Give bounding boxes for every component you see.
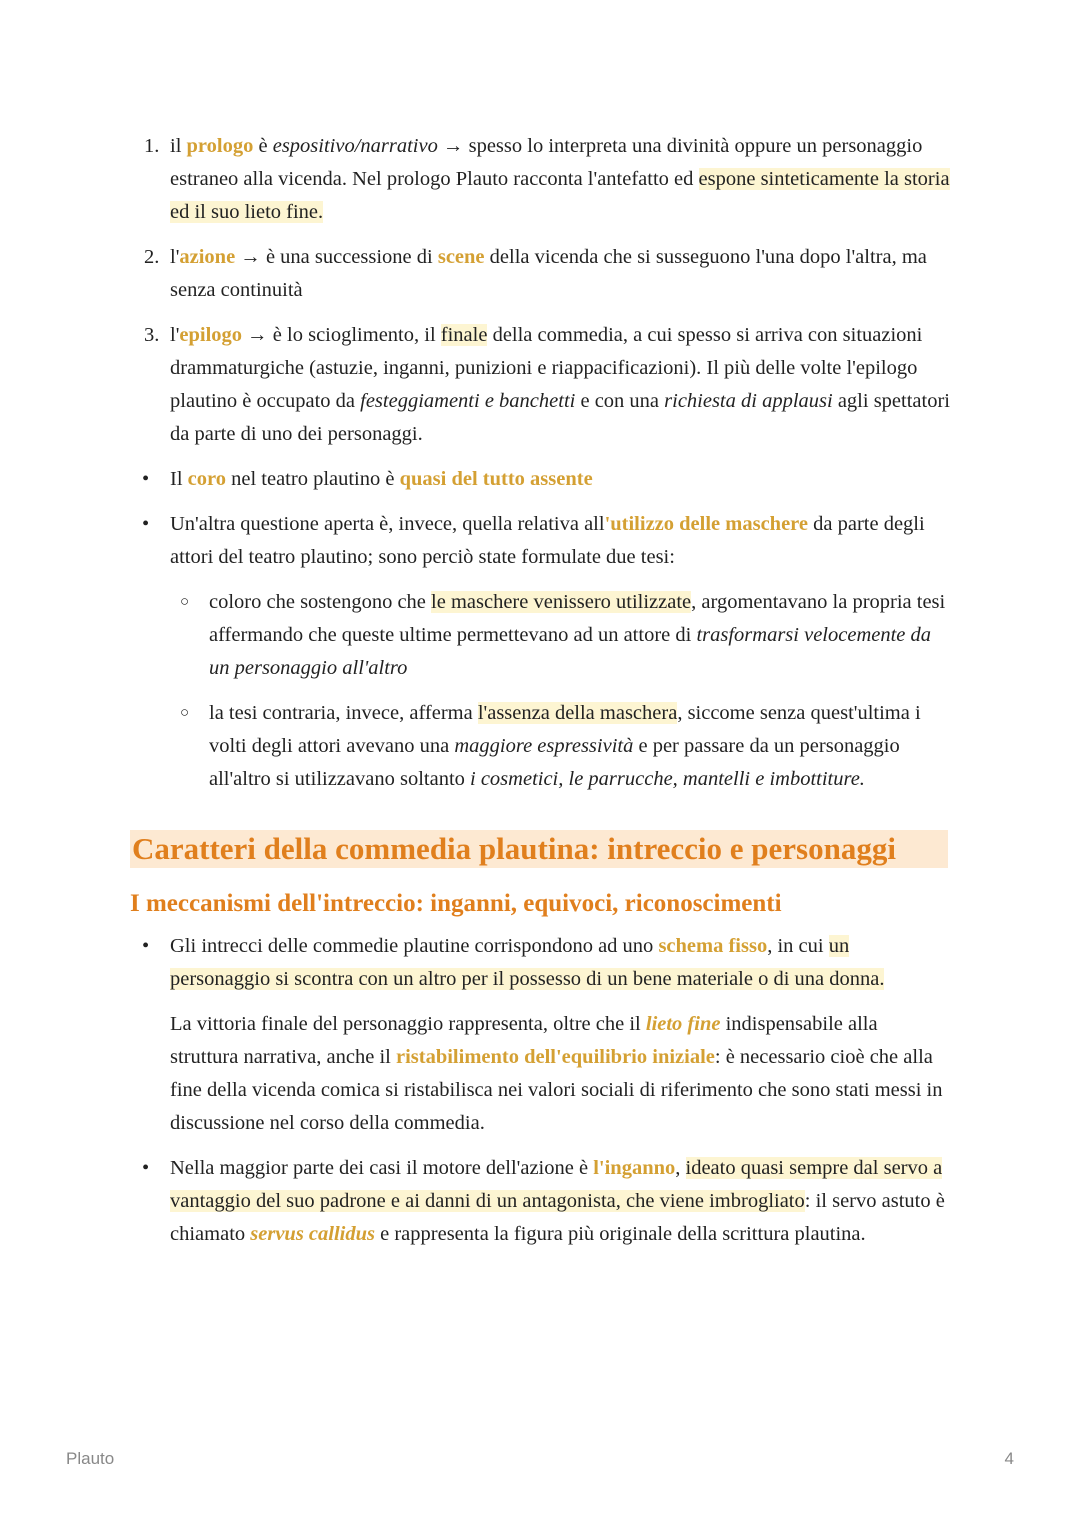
subsection-heading: I meccanismi dell'intreccio: inganni, equivoci, riconoscimenti — [130, 890, 782, 917]
highlight: le maschere venissero utilizzate — [431, 591, 692, 613]
page-content — [130, 130, 950, 1263]
circle-bullet-icon: ○ — [180, 594, 190, 610]
keyword: prologo — [186, 135, 254, 157]
arrow-icon: → — [247, 324, 268, 346]
bullet-item-inganno: • Nella maggior parte dei casi il motore dell'azione è l'inganno, ideato quasi sempre dal servo a vantaggio del suo padrone e ai danni di un antagonista, che viene imbrogliato: il servo astuto è chiamato servus callidus e rappresenta la figura più originale della scrittura plautina. — [130, 1152, 950, 1251]
list-number: 3. — [144, 324, 160, 346]
list-number: 1. — [144, 135, 160, 157]
page-number: 4 — [1004, 1449, 1014, 1468]
highlight: un personaggio si scontra con un altro per il possesso di un bene materiale o di una donna. — [170, 935, 885, 990]
keyword: epilogo — [179, 324, 243, 346]
bullet-icon: • — [142, 468, 150, 490]
bullet-icon: • — [142, 1157, 150, 1179]
keyword: coro — [187, 468, 226, 490]
section-heading: Caratteri della commedia plautina: intreccio e personaggi — [130, 830, 948, 868]
circle-bullet-icon: ○ — [180, 705, 190, 721]
keyword: azione — [179, 246, 236, 268]
paragraph-vittoria: La vittoria finale del personaggio rappresenta, oltre che il lieto fine indispensabile alla struttura narrativa, anche il ristabilimento dell'equilibrio iniziale: è necessario cioè che alla fine della vicenda comica si ristabilisca nei valori sociali di riferimento che sono stati messi in discussione nel corso della commedia. — [170, 1013, 943, 1134]
keyword: servus callidus — [250, 1223, 375, 1245]
arrow-icon: → — [240, 246, 261, 268]
numbered-item-prologo: 1. il prologo è espositivo/narrativo → spesso lo interpreta una divinità oppure un personaggio estraneo alla vicenda. Nel prologo Plauto racconta l'antefatto ed espone sinteticamente la storia ed il suo lieto fine. — [130, 130, 950, 229]
keyword: l'inganno — [593, 1157, 676, 1179]
highlight: espone sinteticamente la storia ed il suo lieto fine. — [170, 168, 950, 223]
keyword: scene — [437, 246, 485, 268]
keyword: ristabilimento dell'equilibrio iniziale — [395, 1046, 715, 1068]
highlight: finale — [440, 324, 488, 346]
keyword: schema fisso — [658, 935, 768, 957]
bullet-item-schema: • Gli intrecci delle commedie plautine corrispondono ad uno schema fisso, in cui un personaggio si scontra con un altro per il possesso di un bene materiale o di una donna. — [130, 930, 950, 996]
bullet-item-coro: • Il coro nel teatro plautino è quasi del tutto assente — [130, 463, 950, 496]
keyword: 'utilizzo delle maschere — [604, 513, 808, 535]
highlight: ideato quasi sempre dal servo a vantaggio del suo padrone e ai danni di un antagonista, che viene imbrogliato — [170, 1157, 943, 1212]
numbered-item-epilogo: 3. l'epilogo → è lo scioglimento, il finale della commedia, a cui spesso si arriva con situazioni drammaturgiche (astuzie, inganni, punizioni e riappacificazioni). Il più delle volte l'epilogo plautino è occupato da festeggiamenti e banchetti e con una richiesta di applausi agli spettatori da parte di uno dei personaggi. — [130, 319, 950, 451]
keyword: quasi del tutto assente — [399, 468, 593, 490]
bullet-icon: • — [142, 513, 150, 535]
keyword: lieto fine — [645, 1013, 721, 1035]
numbered-item-azione: 2. l'azione → è una successione di scene della vicenda che si susseguono l'una dopo l'altra, ma senza continuità — [130, 241, 950, 307]
highlight: l'assenza della maschera — [477, 702, 678, 724]
bullet-item-maschere: • Un'altra questione aperta è, invece, quella relativa all'utilizzo delle maschere da parte degli attori del teatro plautino; sono perciò state formulate due tesi: — [130, 508, 950, 574]
footer-title: Plauto — [66, 1449, 115, 1468]
bullet-icon: • — [142, 935, 150, 957]
arrow-icon: → — [442, 135, 464, 157]
sub-item-tesi-maschere: ○ coloro che sostengono che le maschere venissero utilizzate, argomentavano la propria tesi affermando che queste ultime permettevano ad un attore di trasformarsi velocemente da un personaggio all'altro — [130, 586, 950, 685]
list-number: 2. — [144, 246, 160, 268]
sub-item-tesi-contraria: ○ la tesi contraria, invece, afferma l'assenza della maschera, siccome senza quest'ultima i volti degli attori avevano una maggiore espressività e per passare da un personaggio all'altro si utilizzavano soltanto i cosmetici, le parrucche, mantelli e imbottiture. — [130, 697, 950, 796]
